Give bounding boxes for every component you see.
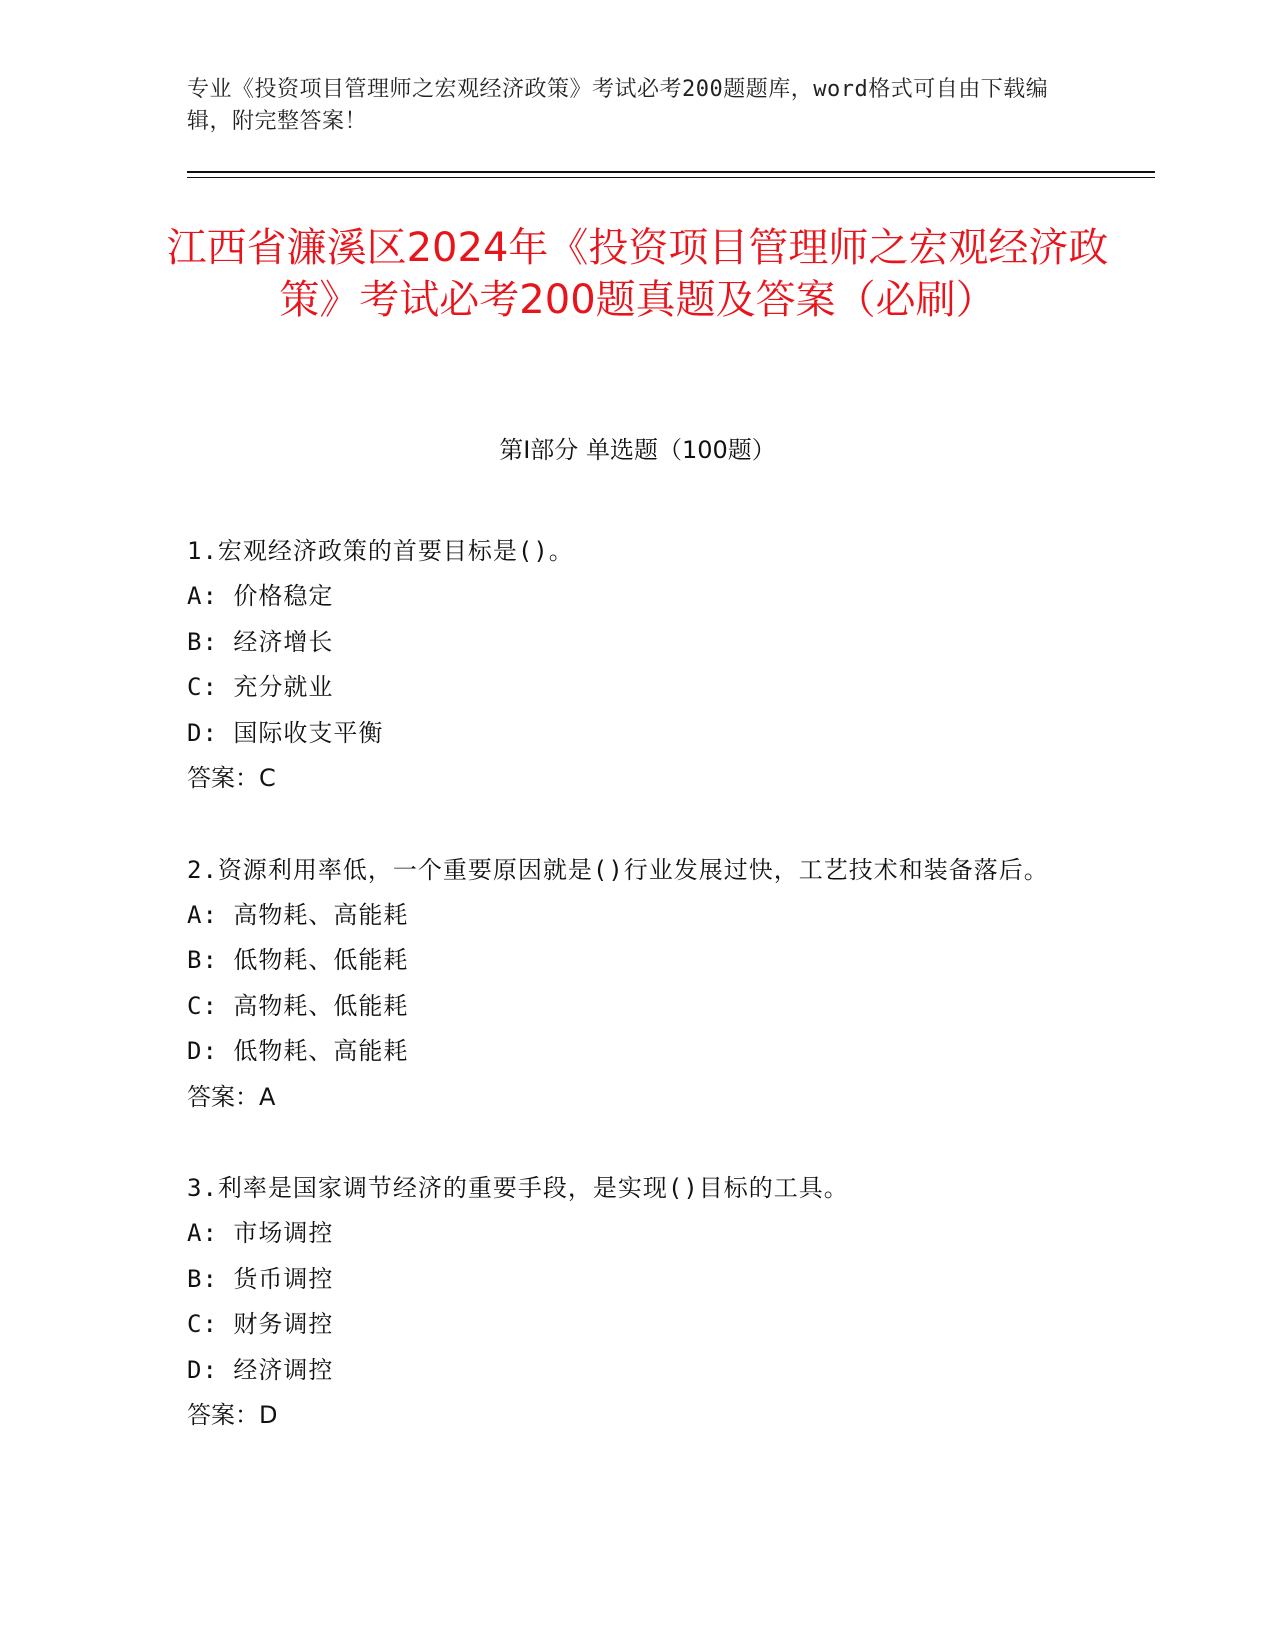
question-3 [187,1165,1067,1439]
option-a: A: 高物耗、高能耗 [187,900,409,929]
answer-line: 答案：A [187,1082,276,1111]
option-b: B: 货币调控 [187,1264,334,1293]
question-stem: 2.资源利用率低，一个重要原因就是()行业发展过快，工艺技术和装备落后。 [187,855,1049,884]
option-a: A: 市场调控 [187,1219,334,1247]
option-c: C: 高物耗、低能耗 [187,991,409,1020]
answer-line: 答案：C [187,764,276,792]
document-title: 江西省濂溪区2024年《投资项目管理师之宏观经济政策》考试必考200题真题及答案（必刷） [166,225,1109,323]
question-1 [187,528,1067,802]
question-2 [187,847,1067,1121]
option-d: D: 低物耗、高能耗 [187,1037,409,1065]
header-divider-thin [187,177,1155,178]
question-stem: 3.利率是国家调节经济的重要手段，是实现()目标的工具。 [187,1174,849,1202]
option-c: C: 充分就业 [187,673,334,701]
option-b: B: 经济增长 [187,627,334,656]
option-d: D: 国际收支平衡 [187,718,384,747]
option-d: D: 经济调控 [187,1355,334,1384]
section-title: 第Ⅰ部分 单选题（100题） [499,436,776,464]
question-stem: 1.宏观经济政策的首要目标是()。 [187,537,574,565]
option-a: A: 价格稳定 [187,582,334,610]
option-c: C: 财务调控 [187,1310,334,1338]
question-list [187,528,1067,1484]
answer-line: 答案：D [187,1401,278,1429]
header-note: 专业《投资项目管理师之宏观经济政策》考试必考200题题库，word格式可自由下载编辑，附完整答案！ [187,77,1049,134]
header-divider-thick [187,171,1155,173]
option-b: B: 低物耗、低能耗 [187,946,409,974]
